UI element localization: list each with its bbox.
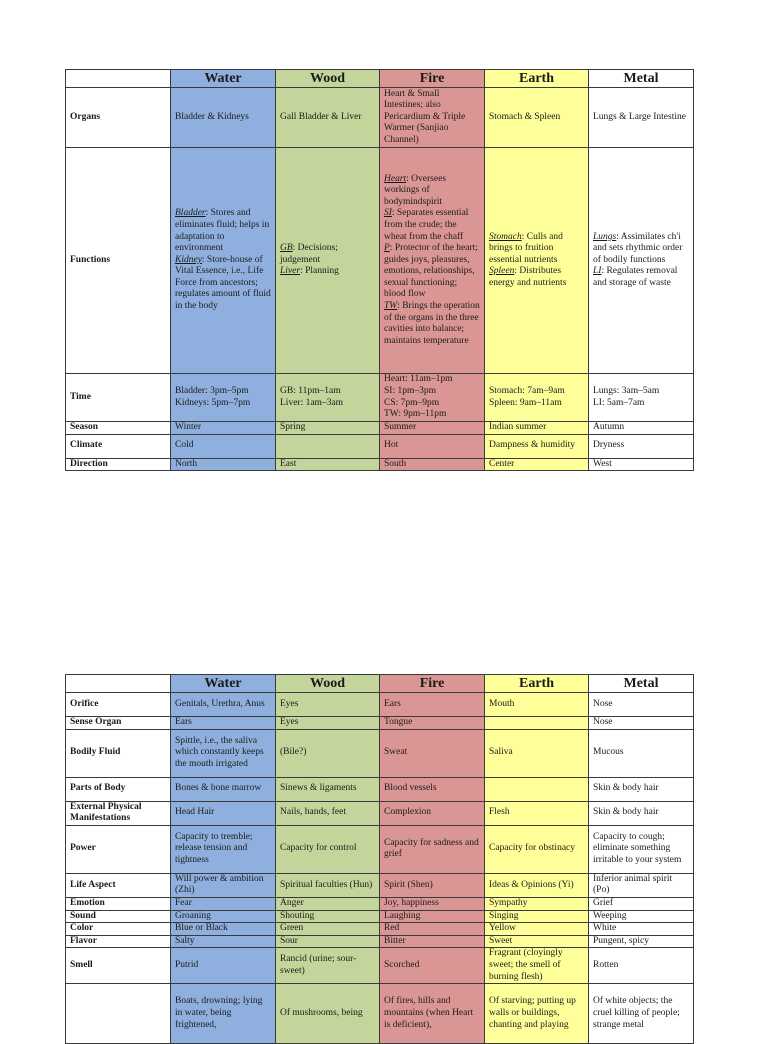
season-water: Winter: [171, 422, 276, 435]
header-corner: [66, 70, 171, 88]
row-orifice: [66, 693, 694, 717]
header-wood: Wood: [276, 675, 380, 693]
power-earth: Capacity for obstinacy: [485, 825, 589, 873]
power-metal: Capacity to cough; eliminate something irritable to your system: [589, 825, 694, 873]
functions-metal: [589, 148, 694, 374]
flavor-earth: Sweet: [485, 935, 589, 948]
label-sound: Sound: [66, 910, 171, 923]
life-earth: Ideas & Opinions (Yi): [485, 873, 589, 897]
external-earth: Flesh: [485, 801, 589, 825]
function-item: Bladder: Stores and eliminates fluid; helps in adaptation to environment: [175, 208, 270, 254]
label-climate: Climate: [66, 434, 171, 458]
five-elements-table-2: [65, 674, 694, 1044]
row-sense-organ: [66, 717, 694, 730]
time-metal: Lungs: 3am–5am LI: 5am–7am: [589, 374, 694, 422]
header-corner: [66, 675, 171, 693]
dreams-earth: Of starving; putting up walls or buildings, chanting and playing: [485, 984, 589, 1044]
label-orifice: Orifice: [66, 693, 171, 717]
row-direction: [66, 458, 694, 471]
header-fire: Fire: [380, 675, 485, 693]
season-metal: Autumn: [589, 422, 694, 435]
organs-wood: Gall Bladder & Liver: [276, 88, 380, 148]
color-fire: Red: [380, 923, 485, 936]
label-time: Time: [66, 374, 171, 422]
parts-water: Bones & bone marrow: [171, 777, 276, 801]
parts-wood: Sinews & ligaments: [276, 777, 380, 801]
climate-wood: [276, 434, 380, 458]
orifice-fire: Ears: [380, 693, 485, 717]
sound-wood: Shouting: [276, 910, 380, 923]
sense-earth: [485, 717, 589, 730]
sound-earth: Singing: [485, 910, 589, 923]
sense-wood: Eyes: [276, 717, 380, 730]
functions-earth: [485, 148, 589, 374]
season-fire: Summer: [380, 422, 485, 435]
smell-wood: Rancid (urine; sour-sweet): [276, 948, 380, 984]
parts-metal: Skin & body hair: [589, 777, 694, 801]
label-parts-of-body: Parts of Body: [66, 777, 171, 801]
header-earth: Earth: [485, 675, 589, 693]
power-fire: Capacity for sadness and grief: [380, 825, 485, 873]
external-water: Head Hair: [171, 801, 276, 825]
row-functions: [66, 148, 694, 374]
header-row: [66, 675, 694, 693]
label-dreams: [66, 984, 171, 1044]
emotion-earth: Sympathy: [485, 897, 589, 910]
orifice-wood: Eyes: [276, 693, 380, 717]
orifice-metal: Nose: [589, 693, 694, 717]
row-smell: [66, 948, 694, 984]
direction-earth: Center: [485, 458, 589, 471]
row-climate: [66, 434, 694, 458]
function-item: Liver: Planning: [280, 266, 339, 277]
function-item: TW: Brings the operation of the organs in the three cavities into balance; maintains temperature: [384, 301, 480, 346]
label-external-manifestations: External Physical Manifestations: [66, 801, 171, 825]
function-item: Lungs: Assimilates ch'i and sets rhythmic order of bodily functions: [593, 231, 683, 265]
function-item: P: Protector of the heart; guides joys, pleasures, emotions, relationships, sexual functioning; blood flow: [384, 243, 478, 300]
direction-wood: East: [276, 458, 380, 471]
sound-fire: Laughing: [380, 910, 485, 923]
label-organs: Organs: [66, 88, 171, 148]
external-wood: Nails, hands, feet: [276, 801, 380, 825]
row-color: [66, 923, 694, 936]
row-power: [66, 825, 694, 873]
header-metal: Metal: [589, 675, 694, 693]
power-water: Capacity to tremble; release tension and tightness: [171, 825, 276, 873]
smell-metal: Rotten: [589, 948, 694, 984]
dreams-water: Boats, drowning; lying in water, being frightened,: [171, 984, 276, 1044]
orifice-water: Genitals, Urethra, Anus: [171, 693, 276, 717]
time-water: Bladder: 3pm–5pm Kidneys: 5pm–7pm: [171, 374, 276, 422]
orifice-earth: Mouth: [485, 693, 589, 717]
emotion-water: Fear: [171, 897, 276, 910]
external-metal: Skin & body hair: [589, 801, 694, 825]
row-sound: [66, 910, 694, 923]
time-fire: Heart: 11am–1pm SI: 1pm–3pm CS: 7pm–9pm TW: 9pm–11pm: [380, 374, 485, 422]
header-metal: Metal: [589, 70, 694, 88]
flavor-wood: Sour: [276, 935, 380, 948]
function-item: Kidney: Store-house of Vital Essence, i.e., Life Force from ancestors; regulates amount of fluid in the body: [175, 254, 271, 312]
organs-water: Bladder & Kidneys: [171, 88, 276, 148]
season-earth: Indian summer: [485, 422, 589, 435]
label-flavor: Flavor: [66, 935, 171, 948]
life-metal: Inferior animal spirit (Po): [589, 873, 694, 897]
label-life-aspect: Life Aspect: [66, 873, 171, 897]
function-item: Stomach: Culls and brings to fruition essential nutrients: [489, 231, 563, 265]
header-earth: Earth: [485, 70, 589, 88]
function-item: Heart: Oversees workings of bodymindspirit: [384, 173, 447, 207]
label-season: Season: [66, 422, 171, 435]
emotion-fire: Joy, happiness: [380, 897, 485, 910]
sense-water: Ears: [171, 717, 276, 730]
row-organs: [66, 88, 694, 148]
row-time: [66, 374, 694, 422]
color-water: Blue or Black: [171, 923, 276, 936]
function-item: SI: Separates essential from the crude; the wheat from the chaff: [384, 208, 469, 242]
parts-earth: [485, 777, 589, 801]
function-item: Spleen: Distributes energy and nutrients: [489, 266, 567, 288]
emotion-metal: Grief: [589, 897, 694, 910]
row-external-manifestations: [66, 801, 694, 825]
life-wood: Spiritual faculties (Hun): [276, 873, 380, 897]
fluid-wood: (Bile?): [276, 729, 380, 777]
power-wood: Capacity for control: [276, 825, 380, 873]
smell-earth: Fragrant (cloyingly sweet; the smell of burning flesh): [485, 948, 589, 984]
label-power: Power: [66, 825, 171, 873]
external-fire: Complexion: [380, 801, 485, 825]
fluid-earth: Saliva: [485, 729, 589, 777]
flavor-water: Salty: [171, 935, 276, 948]
label-direction: Direction: [66, 458, 171, 471]
header-fire: Fire: [380, 70, 485, 88]
fluid-water: Spittle, i.e., the saliva which constantly keeps the mouth irrigated: [171, 729, 276, 777]
climate-metal: Dryness: [589, 434, 694, 458]
header-wood: Wood: [276, 70, 380, 88]
row-flavor: [66, 935, 694, 948]
fluid-metal: Mucous: [589, 729, 694, 777]
label-smell: Smell: [66, 948, 171, 984]
life-water: Will power & ambition (Zhi): [171, 873, 276, 897]
functions-fire: [380, 148, 485, 374]
sound-water: Groaning: [171, 910, 276, 923]
row-emotion: [66, 897, 694, 910]
functions-water: [171, 148, 276, 374]
functions-wood: [276, 148, 380, 374]
climate-fire: Hot: [380, 434, 485, 458]
color-wood: Green: [276, 923, 380, 936]
parts-fire: Blood vessels: [380, 777, 485, 801]
sound-metal: Weeping: [589, 910, 694, 923]
function-item: LI: Regulates removal and storage of waste: [593, 266, 678, 288]
label-sense-organ: Sense Organ: [66, 717, 171, 730]
sense-metal: Nose: [589, 717, 694, 730]
dreams-metal: Of white objects; the cruel killing of people; strange metal: [589, 984, 694, 1044]
label-bodily-fluid: Bodily Fluid: [66, 729, 171, 777]
time-earth: Stomach: 7am–9am Spleen: 9am–11am: [485, 374, 589, 422]
emotion-wood: Anger: [276, 897, 380, 910]
dreams-fire: Of fires, hills and mountains (when Heart is deficient),: [380, 984, 485, 1044]
organs-fire: Heart & Small Intestines; also Pericardium & Triple Warmer (Sanjiao Channel): [380, 88, 485, 148]
label-emotion: Emotion: [66, 897, 171, 910]
color-earth: Yellow: [485, 923, 589, 936]
sense-fire: Tongue: [380, 717, 485, 730]
organs-metal: Lungs & Large Intestine: [589, 88, 694, 148]
life-fire: Spirit (Shen): [380, 873, 485, 897]
header-water: Water: [171, 675, 276, 693]
flavor-metal: Pungent, spicy: [589, 935, 694, 948]
row-life-aspect: [66, 873, 694, 897]
row-dreams: [66, 984, 694, 1044]
row-bodily-fluid: [66, 729, 694, 777]
season-wood: Spring: [276, 422, 380, 435]
header-row: [66, 70, 694, 88]
five-elements-table-1: [65, 69, 694, 471]
fluid-fire: Sweat: [380, 729, 485, 777]
dreams-wood: Of mushrooms, being: [276, 984, 380, 1044]
organs-earth: Stomach & Spleen: [485, 88, 589, 148]
direction-water: North: [171, 458, 276, 471]
row-season: [66, 422, 694, 435]
time-wood: GB: 11pm–1am Liver: 1am–3am: [276, 374, 380, 422]
label-functions: Functions: [66, 148, 171, 374]
header-water: Water: [171, 70, 276, 88]
smell-water: Putrid: [171, 948, 276, 984]
direction-metal: West: [589, 458, 694, 471]
flavor-fire: Bitter: [380, 935, 485, 948]
label-color: Color: [66, 923, 171, 936]
climate-earth: Dampness & humidity: [485, 434, 589, 458]
function-item: GB: Decisions; judgement: [280, 243, 338, 265]
color-metal: White: [589, 923, 694, 936]
row-parts-of-body: [66, 777, 694, 801]
climate-water: Cold: [171, 434, 276, 458]
direction-fire: South: [380, 458, 485, 471]
smell-fire: Scorched: [380, 948, 485, 984]
